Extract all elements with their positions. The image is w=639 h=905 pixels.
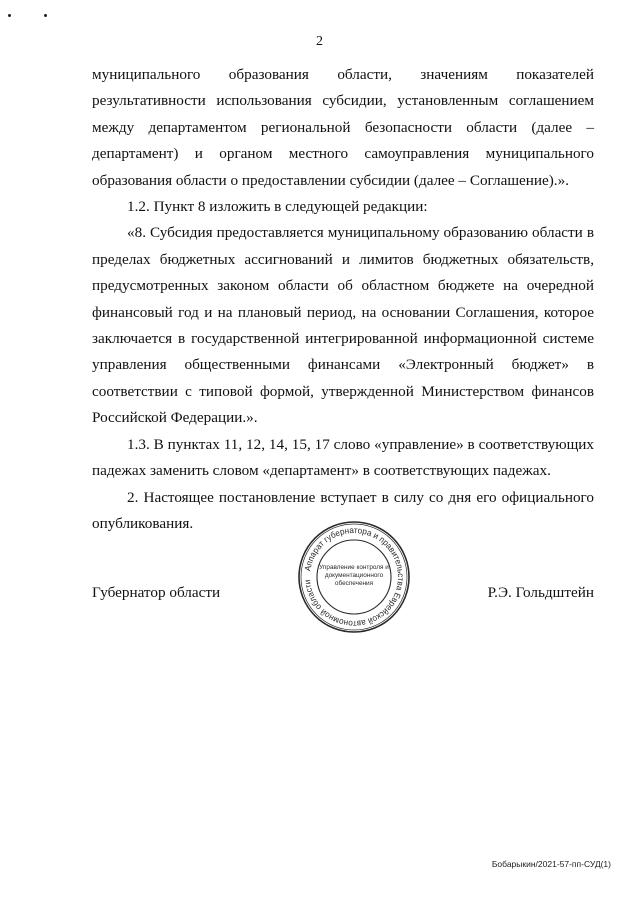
seal-graphic — [296, 519, 412, 635]
document-reference-code: Бобарыкин/2021-57-пп-СУД(1) — [491, 859, 611, 869]
scan-speck — [44, 14, 47, 17]
signatory-name: Р.Э. Гольдштейн — [487, 584, 594, 601]
page-number: 2 — [316, 34, 323, 49]
paragraph-item-1-2: 1.2. Пункт 8 изложить в следующей редакции: — [127, 198, 428, 216]
seal-ring-text: Аппарат губернатора и правительства Еврейской автономной области — [302, 524, 407, 630]
seal-center-line-2: документационного — [324, 572, 384, 579]
seal-center-line-1: Управление контроля и — [319, 564, 389, 571]
paragraph-clause-8: «8. Субсидия предоставляется муниципальному образованию области в пределах бюджетных ассигнований и лимитов бюджетных обязательств, предусмотренных законом области об областном бюджете на очередной финансовый год и на плановый период, на основании Соглашения, которое заключается в государственной интегрированной информационной системе управления общественными финансами «Электронный бюджет» в соответствии с типовой формой, утвержденной Министерством финансов Российской Федерации.». — [92, 224, 594, 427]
seal-center-line-3: обеспечения — [334, 580, 374, 587]
official-seal — [296, 519, 412, 635]
document-body — [92, 62, 594, 537]
paragraph-item-1-3: 1.3. В пунктах 11, 12, 14, 15, 17 слово «управление» в соответствующих падежах заменить словом «департамент» в соответствующих падежах. — [92, 435, 594, 480]
paragraph-continuation: муниципального образования области, значениям показателей результативности использования субсидии, установленным соглашением между департаментом региональной безопасности области (далее – департамент) и органом местного самоуправления муниципального образования области о предоставлении субсидии (далее – Соглашение).». — [92, 66, 594, 189]
signatory-title: Губернатор области — [92, 584, 221, 601]
scan-speck — [8, 14, 11, 17]
paragraph-item-2: 2. Настоящее постановление вступает в силу со дня его официального опубликования. — [92, 488, 594, 532]
